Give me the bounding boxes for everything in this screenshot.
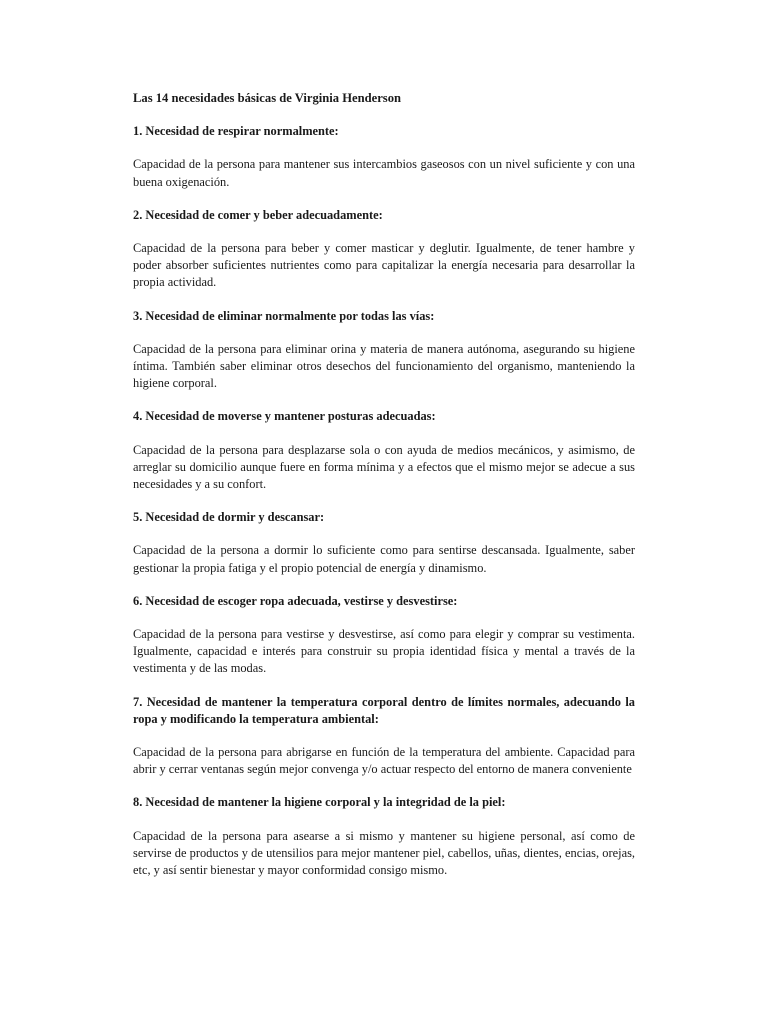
section-heading: 6. Necesidad de escoger ropa adecuada, vestirse y desvestirse: xyxy=(133,593,458,608)
section-body: Capacidad de la persona para asearse a si mismo y mantener su higiene personal, así como de servirse de productos y de utensilios para mejor mantener piel, cabellos, uñas, dientes, encias, orejas, etc, y así sentir bienestar y mayor conformidad consigo mismo. xyxy=(133,828,635,878)
section-1 xyxy=(133,123,635,191)
section-heading: 8. Necesidad de mantener la higiene corporal y la integridad de la piel: xyxy=(133,795,506,810)
section-heading: 2. Necesidad de comer y beber adecuadamente: xyxy=(133,207,383,222)
section-heading: 5. Necesidad de dormir y descansar: xyxy=(133,510,325,525)
section-3 xyxy=(133,308,635,393)
section-body: Capacidad de la persona para desplazarse sola o con ayuda de medios mecánicos, y asimismo, de arreglar su domicilio aunque fuere en forma mínima y a efectos que el mismo mejor se adecue a sus necesidades y a su confort. xyxy=(133,442,635,492)
section-body: Capacidad de la persona para mantener sus intercambios gaseosos con un nivel suficiente y con una buena oxigenación. xyxy=(133,157,635,189)
section-body: Capacidad de la persona para beber y comer masticar y deglutir. Igualmente, de tener hambre y poder absorber suficientes nutrientes como para capitalizar la energía necesaria para desarrollar la propia actividad. xyxy=(133,241,635,290)
section-8 xyxy=(133,794,635,879)
section-heading: 4. Necesidad de moverse y mantener posturas adecuadas: xyxy=(133,409,436,424)
section-heading: 3. Necesidad de eliminar normalmente por todas las vías: xyxy=(133,308,435,323)
section-body: Capacidad de la persona para vestirse y desvestirse, así como para elegir y comprar su vestimenta. Igualmente, capacidad e interés para construir su propia identidad física y mental a través de la vestimenta y de las modas. xyxy=(133,627,635,676)
document-page xyxy=(133,90,635,895)
document-title: Las 14 necesidades básicas de Virginia Henderson xyxy=(133,91,401,105)
section-heading: 1. Necesidad de respirar normalmente: xyxy=(133,124,339,139)
section-body: Capacidad de la persona a dormir lo suficiente como para sentirse descansada. Igualmente, saber gestionar la propia fatiga y el propio potencial de energía y dinamismo. xyxy=(133,543,635,575)
section-5 xyxy=(133,509,635,577)
section-4 xyxy=(133,408,635,493)
section-body: Capacidad de la persona para eliminar orina y materia de manera autónoma, asegurando su higiene íntima. También saber eliminar otros desechos del funcionamiento del organismo, manteniendo la higiene corporal. xyxy=(133,341,635,391)
section-2 xyxy=(133,207,635,292)
section-body: Capacidad de la persona para abrigarse en función de la temperatura del ambiente. Capacidad para abrir y cerrar ventanas según mejor convenga y/o actuar respecto del entorno de manera conveniente xyxy=(133,745,635,777)
section-heading: 7. Necesidad de mantener la temperatura corporal dentro de límites normales, adecuando la ropa y modificando la temperatura ambiental: xyxy=(133,694,635,726)
section-7 xyxy=(133,694,635,779)
section-6 xyxy=(133,593,635,678)
